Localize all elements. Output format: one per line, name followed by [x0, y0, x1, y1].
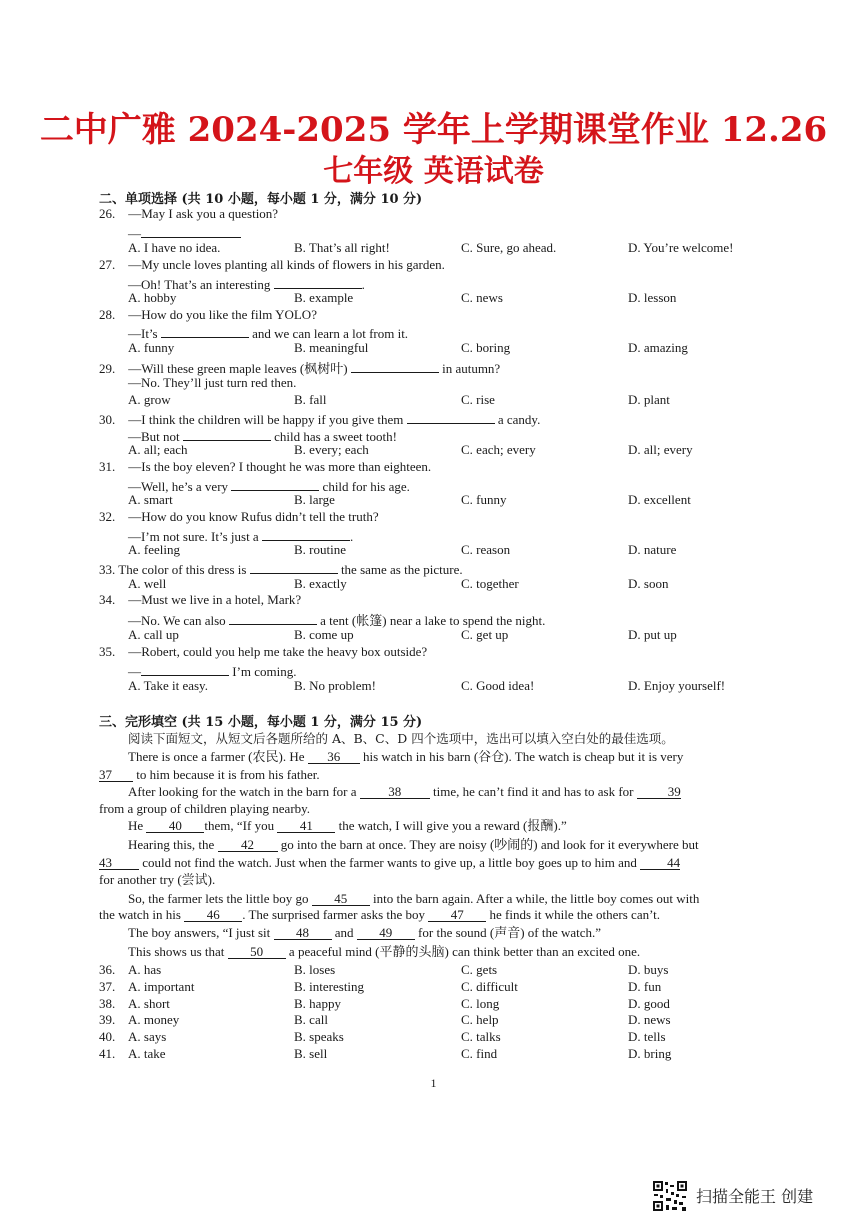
blank: [141, 661, 229, 676]
blank-48: 48: [274, 925, 332, 940]
cloze-option: B. sell: [294, 1046, 328, 1061]
blank-43: 43: [99, 855, 139, 870]
option: C. each; every: [461, 442, 536, 457]
blank: [229, 610, 317, 625]
option: D. plant: [628, 392, 670, 407]
option: D. all; every: [628, 442, 693, 457]
option: A. I have no idea.: [128, 240, 221, 255]
option: D. excellent: [628, 492, 691, 507]
question-33: 33. The color of this dress is the same as the picture.: [99, 559, 463, 577]
question-26-answer-line: —: [128, 223, 241, 241]
question-32-answer-line: —I’m not sure. It’s just a .: [128, 526, 353, 544]
option: B. meaningful: [294, 340, 369, 355]
passage-line: This shows us that 50 a peaceful mind (平静的头脑) can think better than an excited one.: [128, 944, 641, 959]
blank-49: 49: [357, 925, 415, 940]
blank: [262, 526, 350, 541]
blank: [274, 274, 362, 289]
cloze-option: D. bring: [628, 1046, 672, 1061]
cloze-option-number: 39.: [99, 1012, 116, 1028]
option: B. every; each: [294, 442, 369, 457]
passage-line: from a group of children playing nearby.: [99, 801, 311, 816]
blank-46: 46: [184, 907, 242, 922]
blank: [407, 409, 495, 424]
option: C. get up: [461, 627, 509, 642]
option: B. come up: [294, 627, 354, 642]
section2-heading: 二、单项选择 (共 10 小题，每小题 1 分，满分 10 分): [99, 192, 423, 207]
section3-heading: 三、完形填空 (共 15 小题，每小题 1 分，满分 15 分): [99, 715, 423, 730]
option: B. example: [294, 290, 354, 305]
blank: [250, 559, 338, 574]
exam-subtitle: 七年级 英语试卷: [323, 154, 544, 189]
cloze-option: B. speaks: [294, 1029, 344, 1045]
cloze-option: B. call: [294, 1012, 328, 1028]
blank-41: 41: [277, 818, 335, 833]
blank: [231, 476, 319, 491]
option: C. rise: [461, 392, 495, 407]
cloze-option: C. difficult: [461, 978, 518, 994]
blank-44: 44: [640, 855, 680, 870]
question-29: 29. —Will these green maple leaves (枫树叶) in autumn?: [99, 358, 500, 376]
blank-40: 40: [146, 818, 204, 833]
question-27: 27. —My uncle loves planting all kinds of flowers in his garden.: [99, 257, 445, 272]
cloze-option: A. says: [128, 1029, 167, 1045]
option: A. Take it easy.: [128, 678, 208, 693]
blank-42: 42: [218, 837, 278, 852]
cloze-option: C. long: [461, 995, 500, 1011]
blank-45: 45: [312, 891, 370, 906]
camscanner-watermark: [652, 1180, 852, 1212]
camscanner-label: 扫描全能王 创建: [696, 1187, 814, 1206]
passage-line: The boy answers, “I just sit 48 and 49 for the sound (声音) of the watch.”: [128, 925, 602, 940]
blank-39: 39: [637, 784, 681, 799]
passage-line: He 40 them, “If you 41 the watch, I will give you a reward (报酬).”: [128, 818, 567, 833]
passage-line: After looking for the watch in the barn for a 38 time, he can’t find it and has to ask for 39: [128, 784, 681, 799]
blank-38: 38: [360, 784, 430, 799]
passage-line: 37 to him because it is from his father.: [99, 767, 320, 782]
option: A. well: [128, 576, 167, 591]
question-30-answer-line: —But not child has a sweet tooth!: [128, 426, 397, 444]
page-number: 1: [430, 1076, 437, 1090]
question-26: 26. —May I ask you a question?: [99, 206, 279, 221]
question-27-answer-line: —Oh! That’s an interesting .: [128, 274, 365, 292]
passage-line: There is once a farmer (农民). He 36 his watch in his barn (谷仓). The watch is cheap but it is very: [128, 749, 684, 764]
option: A. feeling: [128, 542, 180, 557]
question-35: 35. —Robert, could you help me take the heavy box outside?: [99, 644, 428, 659]
option: C. news: [461, 290, 503, 305]
cloze-option: D. news: [628, 1012, 671, 1028]
section3-instruction: 阅读下面短文，从短文后各题所给的 A、B、C、D 四个选项中，选出可以填入空白处的最佳选项。: [128, 731, 674, 746]
cloze-option: C. help: [461, 1012, 499, 1028]
option: A. grow: [128, 392, 171, 407]
cloze-option: A. has: [128, 962, 162, 977]
option: D. lesson: [628, 290, 677, 305]
blank: [141, 223, 241, 238]
question-29-answer-line: —No. They’ll just turn red then.: [128, 375, 297, 390]
cloze-option-number: 36.: [99, 962, 116, 977]
cloze-option: C. find: [461, 1046, 498, 1061]
passage-line: 43 could not find the watch. Just when the farmer wants to give up, a little boy goes up to him and 44: [99, 855, 681, 870]
option: B. large: [294, 492, 335, 507]
question-34: 34. —Must we live in a hotel, Mark?: [99, 592, 302, 607]
option: D. nature: [628, 542, 677, 557]
question-31: 31. —Is the boy eleven? I thought he was more than eighteen.: [99, 459, 432, 474]
option: D. Enjoy yourself!: [628, 678, 726, 693]
option: C. funny: [461, 492, 507, 507]
option: D. put up: [628, 627, 677, 642]
option: A. all; each: [128, 442, 188, 457]
question-32: 32. —How do you know Rufus didn’t tell the truth?: [99, 509, 379, 524]
question-35-answer-line: — I’m coming.: [128, 661, 297, 679]
blank-36: 36: [308, 749, 360, 764]
option: C. reason: [461, 542, 511, 557]
option: D. soon: [628, 576, 669, 591]
question-30: 30. —I think the children will be happy if you give them a candy.: [99, 409, 540, 427]
option: D. amazing: [628, 340, 688, 355]
blank: [161, 323, 249, 338]
passage-line: for another try (尝试).: [99, 872, 216, 887]
blank-37: 37: [99, 767, 133, 782]
cloze-option: C. gets: [461, 962, 498, 977]
option: D. You’re welcome!: [628, 240, 734, 255]
blank: [183, 426, 271, 441]
cloze-option: D. tells: [628, 1029, 666, 1045]
cloze-option: C. talks: [461, 1029, 501, 1045]
cloze-option-number: 41.: [99, 1046, 116, 1061]
cloze-option: A. money: [128, 1012, 180, 1028]
exam-title: 二中广雅 2024-2025 学年上学期课堂作业 12.26: [39, 110, 828, 150]
blank-47: 47: [428, 907, 486, 922]
option: B. fall: [294, 392, 327, 407]
option: C. together: [461, 576, 519, 591]
option: B. routine: [294, 542, 346, 557]
option: A. hobby: [128, 290, 177, 305]
option: C. boring: [461, 340, 511, 355]
blank-50: 50: [228, 944, 286, 959]
option: B. No problem!: [294, 678, 376, 693]
blank: [351, 358, 439, 373]
option: B. That’s all right!: [294, 240, 390, 255]
cloze-option: A. short: [128, 995, 170, 1011]
cloze-option: A. important: [128, 978, 195, 994]
option: C. Good idea!: [461, 678, 535, 693]
passage-line: So, the farmer lets the little boy go 45 into the barn again. After a while, the little boy comes out with: [128, 891, 700, 906]
cloze-option: D. buys: [628, 962, 669, 977]
cloze-option-number: 40.: [99, 1029, 116, 1045]
option: A. funny: [128, 340, 175, 355]
cloze-option: D. good: [628, 995, 670, 1011]
qr-code-icon: [652, 1180, 688, 1212]
option: B. exactly: [294, 576, 347, 591]
cloze-option: D. fun: [628, 978, 662, 994]
passage-line: Hearing this, the 42 go into the barn at once. They are noisy (吵闹的) and look for it everywhere but: [128, 837, 699, 852]
cloze-option: B. happy: [294, 995, 341, 1011]
question-28: 28. —How do you like the film YOLO?: [99, 307, 317, 322]
option: C. Sure, go ahead.: [461, 240, 557, 255]
option: A. call up: [128, 627, 179, 642]
cloze-option: B. loses: [294, 962, 336, 977]
option: A. smart: [128, 492, 173, 507]
cloze-option-number: 38.: [99, 995, 116, 1011]
question-31-answer-line: —Well, he’s a very child for his age.: [128, 476, 410, 494]
question-28-answer-line: —It’s and we can learn a lot from it.: [128, 323, 408, 341]
cloze-option-number: 37.: [99, 978, 116, 994]
question-34-answer-line: —No. We can also a tent (帐篷) near a lake to spend the night.: [128, 610, 545, 628]
passage-line: the watch in his 46 . The surprised farmer asks the boy 47 he finds it while the others can’t.: [99, 907, 661, 922]
cloze-option: A. take: [128, 1046, 166, 1061]
cloze-option: B. interesting: [294, 978, 365, 994]
